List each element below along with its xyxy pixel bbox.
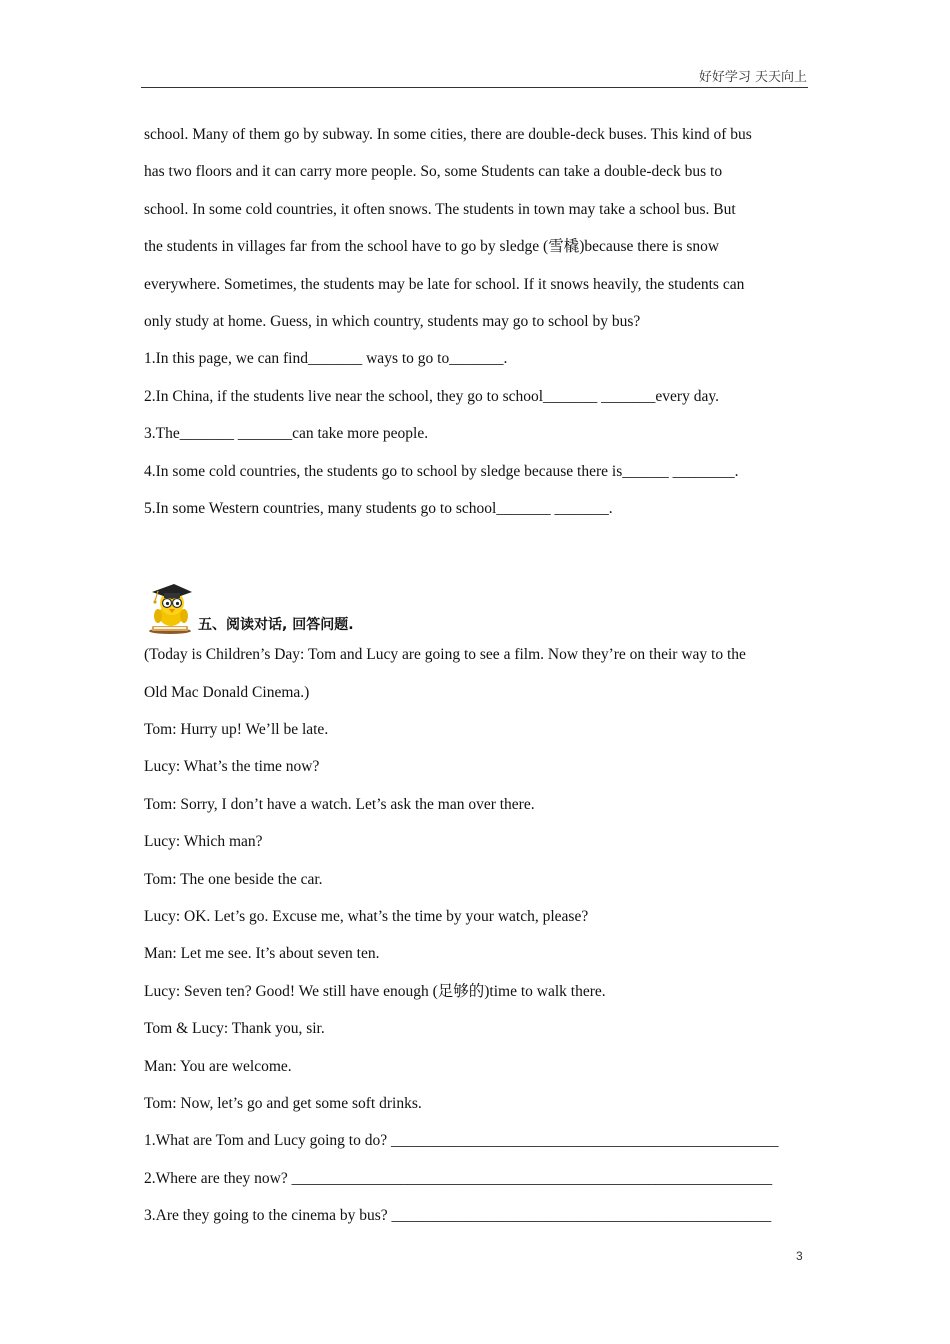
passage-line: the students in villages far from the school have to go by sledge (雪橇)because there is snow — [144, 238, 720, 256]
graduate-bird-icon — [144, 580, 196, 636]
passage-line: school. In some cold countries, it often snows. The students in town may take a school bus. But — [144, 200, 736, 218]
passage-line: has two floors and it can carry more people. So, some Students can take a double-deck bus to — [144, 163, 723, 181]
page-number: 3 — [796, 1249, 803, 1263]
answer-question: 1.What are Tom and Lucy going to do? __________________________________________________ — [144, 1132, 779, 1150]
page-content — [144, 116, 809, 1235]
section-heading — [144, 580, 809, 636]
dialogue-line: Tom: Hurry up! We’ll be late. — [144, 721, 329, 739]
answer-question: 2.Where are they now? ______________________________________________________________ — [144, 1169, 773, 1187]
dialogue-line: Tom: Now, let’s go and get some soft drinks. — [144, 1094, 422, 1112]
answer-question: 3.Are they going to the cinema by bus? _________________________________________________ — [144, 1207, 772, 1225]
fill-blank-question: 1.In this page, we can find_______ ways to go to_______. — [144, 350, 508, 368]
dialogue-line: Man: You are welcome. — [144, 1057, 292, 1075]
fill-blank-question: 2.In China, if the students live near the school, they go to school_______ _______every day. — [144, 387, 719, 405]
passage-line: everywhere. Sometimes, the students may be late for school. If it snows heavily, the students can — [144, 275, 745, 293]
dialogue — [144, 711, 809, 1122]
header-divider — [141, 87, 808, 88]
dialogue-line: Man: Let me see. It’s about seven ten. — [144, 945, 380, 963]
dialogue-questions — [144, 1122, 809, 1234]
fill-blank-question: 3.The_______ _______can take more people. — [144, 425, 429, 443]
dialogue-line: Lucy: What’s the time now? — [144, 758, 320, 776]
fill-blank-question: 4.In some cold countries, the students go to school by sledge because there is______ ________. — [144, 462, 739, 480]
dialogue-intro — [144, 636, 809, 711]
dialogue-line: Tom: Sorry, I don’t have a watch. Let’s ask the man over there. — [144, 795, 535, 813]
reading-passage — [144, 116, 809, 340]
dialogue-line: Lucy: Which man? — [144, 833, 263, 851]
dialogue-line: Lucy: Seven ten? Good! We still have enough (足够的)time to walk there. — [144, 982, 606, 1000]
page-header-motto: 好好学习 天天向上 — [698, 70, 807, 85]
intro-line: Old Mac Donald Cinema.) — [144, 683, 310, 701]
passage-line: school. Many of them go by subway. In some cities, there are double-deck buses. This kind of bus — [144, 126, 752, 143]
passage-questions — [144, 340, 809, 527]
dialogue-line: Tom & Lucy: Thank you, sir. — [144, 1020, 325, 1038]
section-spacer — [144, 527, 809, 580]
dialogue-line: Lucy: OK. Let’s go. Excuse me, what’s the time by your watch, please? — [144, 908, 589, 926]
fill-blank-question: 5.In some Western countries, many students go to school_______ _______. — [144, 499, 613, 517]
passage-line: only study at home. Guess, in which country, students may go to school by bus? — [144, 312, 641, 330]
intro-line: (Today is Children’s Day: Tom and Lucy are going to see a film. Now they’re on their way to the — [144, 646, 746, 664]
dialogue-line: Tom: The one beside the car. — [144, 870, 323, 888]
section-title: 五、阅读对话, 回答问题. — [198, 617, 354, 634]
